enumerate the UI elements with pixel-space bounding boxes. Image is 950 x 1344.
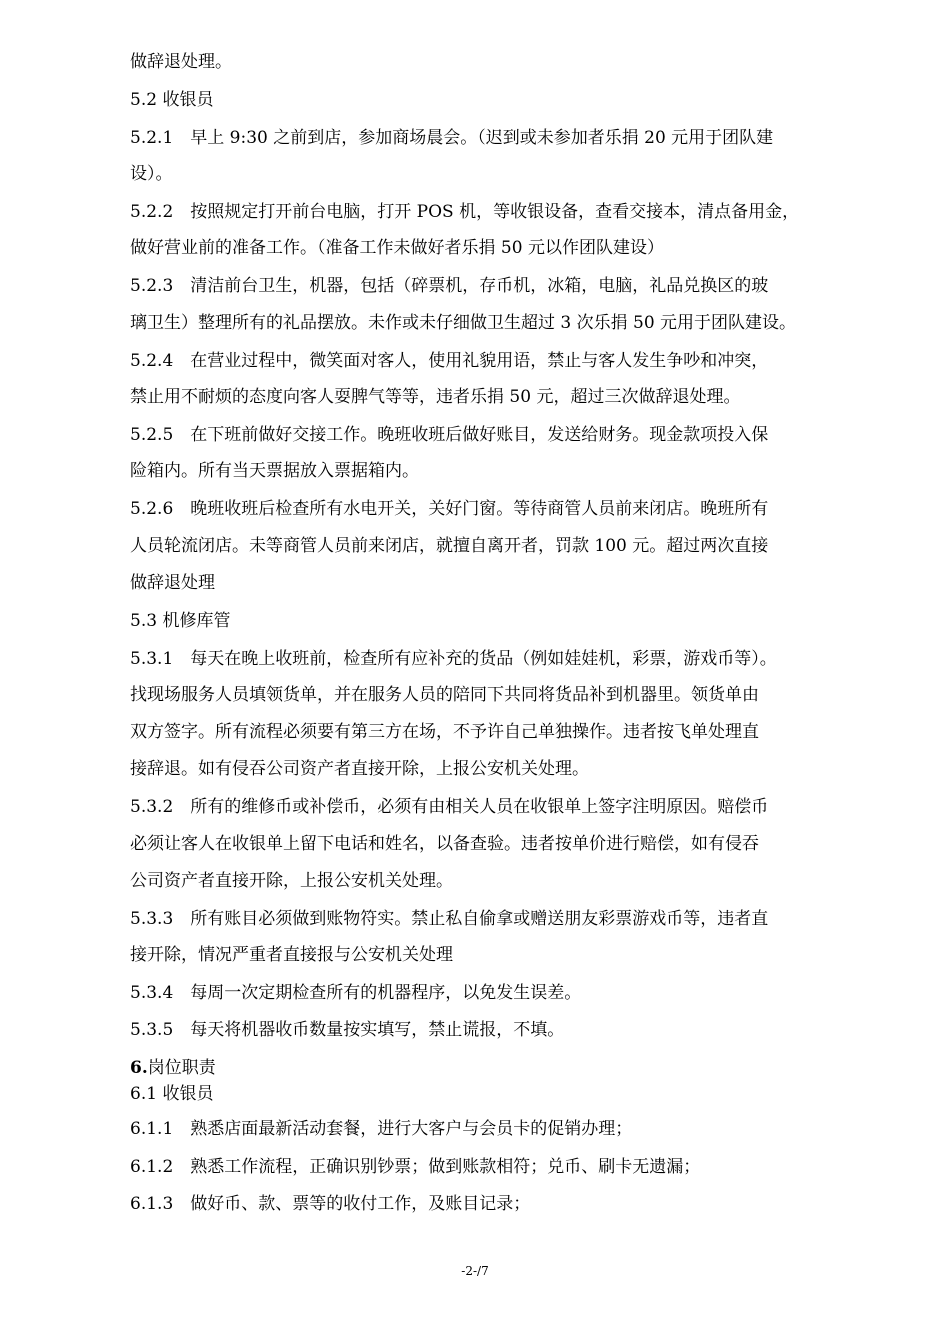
text-line: 禁止用不耐烦的态度向客人耍脾气等等，违者乐捐 50 元，超过三次做辞退处理。: [130, 387, 741, 407]
text-line: 做好营业前的准备工作。（准备工作未做好者乐捐 50 元以作团队建设）: [130, 238, 664, 258]
text-line: 6.1.3 做好币、款、票等的收付工作，及账目记录；: [130, 1194, 531, 1214]
text-line: 5.2.2 按照规定打开前台电脑，打开 POS 机，等收银设备，查看交接本，清点备用金，: [130, 202, 800, 222]
text-line: 接开除，情况严重者直接报与公安机关处理: [130, 945, 453, 965]
section-heading-6: [130, 1057, 870, 1079]
text-line: 做辞退处理: [130, 573, 215, 593]
text-line: 找现场服务人员填领货单，并在服务人员的陪同下共同将货品补到机器里。领货单由: [130, 685, 759, 705]
section-number: 6.: [130, 1058, 148, 1078]
text-line: 5.2.4 在营业过程中，微笑面对客人，使用礼貌用语，禁止与客人发生争吵和冲突，: [130, 351, 769, 371]
section-title: 岗位职责: [147, 1058, 216, 1078]
text-line: 5.3.3 所有账目必须做到账物符实。禁止私自偷拿或赠送朋友彩票游戏币等，违者直: [130, 909, 769, 929]
page-number: -2-/7: [461, 1264, 489, 1278]
text-line: 险箱内。所有当天票据放入票据箱内。: [130, 461, 419, 481]
text-line: 5.3.4 每周一次定期检查所有的机器程序，以免发生误差。: [130, 983, 582, 1003]
text-line: 5.3.2 所有的维修币或补偿币，必须有由相关人员在收银单上签字注明原因。赔偿币: [130, 797, 769, 817]
text-line: 5.2.1 早上 9:30 之前到店，参加商场晨会。（迟到或未参加者乐捐 20 元用于团队建: [130, 128, 774, 148]
text-line: 人员轮流闭店。未等商管人员前来闭店，就擅自离开者，罚款 100 元。超过两次直接: [130, 536, 769, 556]
text-line: 5.2.5 在下班前做好交接工作。晚班收班后做好账目，发送给财务。现金款项投入保: [130, 425, 769, 445]
text-line: 6.1.1 熟悉店面最新活动套餐，进行大客户与会员卡的促销办理；: [130, 1119, 633, 1139]
text-line: 6.1.2 熟悉工作流程，正确识别钞票；做到账款相符；兑币、刷卡无遗漏；: [130, 1157, 701, 1177]
text-line: 璃卫生）整理所有的礼品摆放。未作或未仔细做卫生超过 3 次乐捐 50 元用于团队建设。: [130, 313, 797, 333]
text-line: 5.3.5 每天将机器收币数量按实填写，禁止谎报，不填。: [130, 1020, 565, 1040]
text-line: 设）。: [130, 164, 173, 184]
section-heading-5-2: 5.2 收银员: [130, 90, 214, 110]
text-line: 公司资产者直接开除，上报公安机关处理。: [130, 871, 453, 891]
text-line: 必须让客人在收银单上留下电话和姓名，以备查验。违者按单价进行赔偿，如有侵吞: [130, 834, 759, 854]
section-heading-5-3: 5.3 机修库管: [130, 611, 231, 631]
section-heading-6-1: 6.1 收银员: [130, 1084, 214, 1104]
text-line: 双方签字。所有流程必须要有第三方在场，不予许自己单独操作。违者按飞单处理直: [130, 722, 759, 742]
text-line: 5.2.3 清洁前台卫生，机器，包括（碎票机，存币机，冰箱，电脑，礼品兑换区的玻: [130, 276, 769, 296]
text-line: 接辞退。如有侵吞公司资产者直接开除，上报公安机关处理。: [130, 759, 589, 779]
text-line: 做辞退处理。: [130, 52, 232, 72]
text-line: 5.3.1 每天在晚上收班前，检查所有应补充的货品（例如娃娃机，彩票，游戏币等）。: [130, 649, 777, 669]
text-line: 5.2.6 晚班收班后检查所有水电开关，关好门窗。等待商管人员前来闭店。晚班所有: [130, 499, 769, 519]
